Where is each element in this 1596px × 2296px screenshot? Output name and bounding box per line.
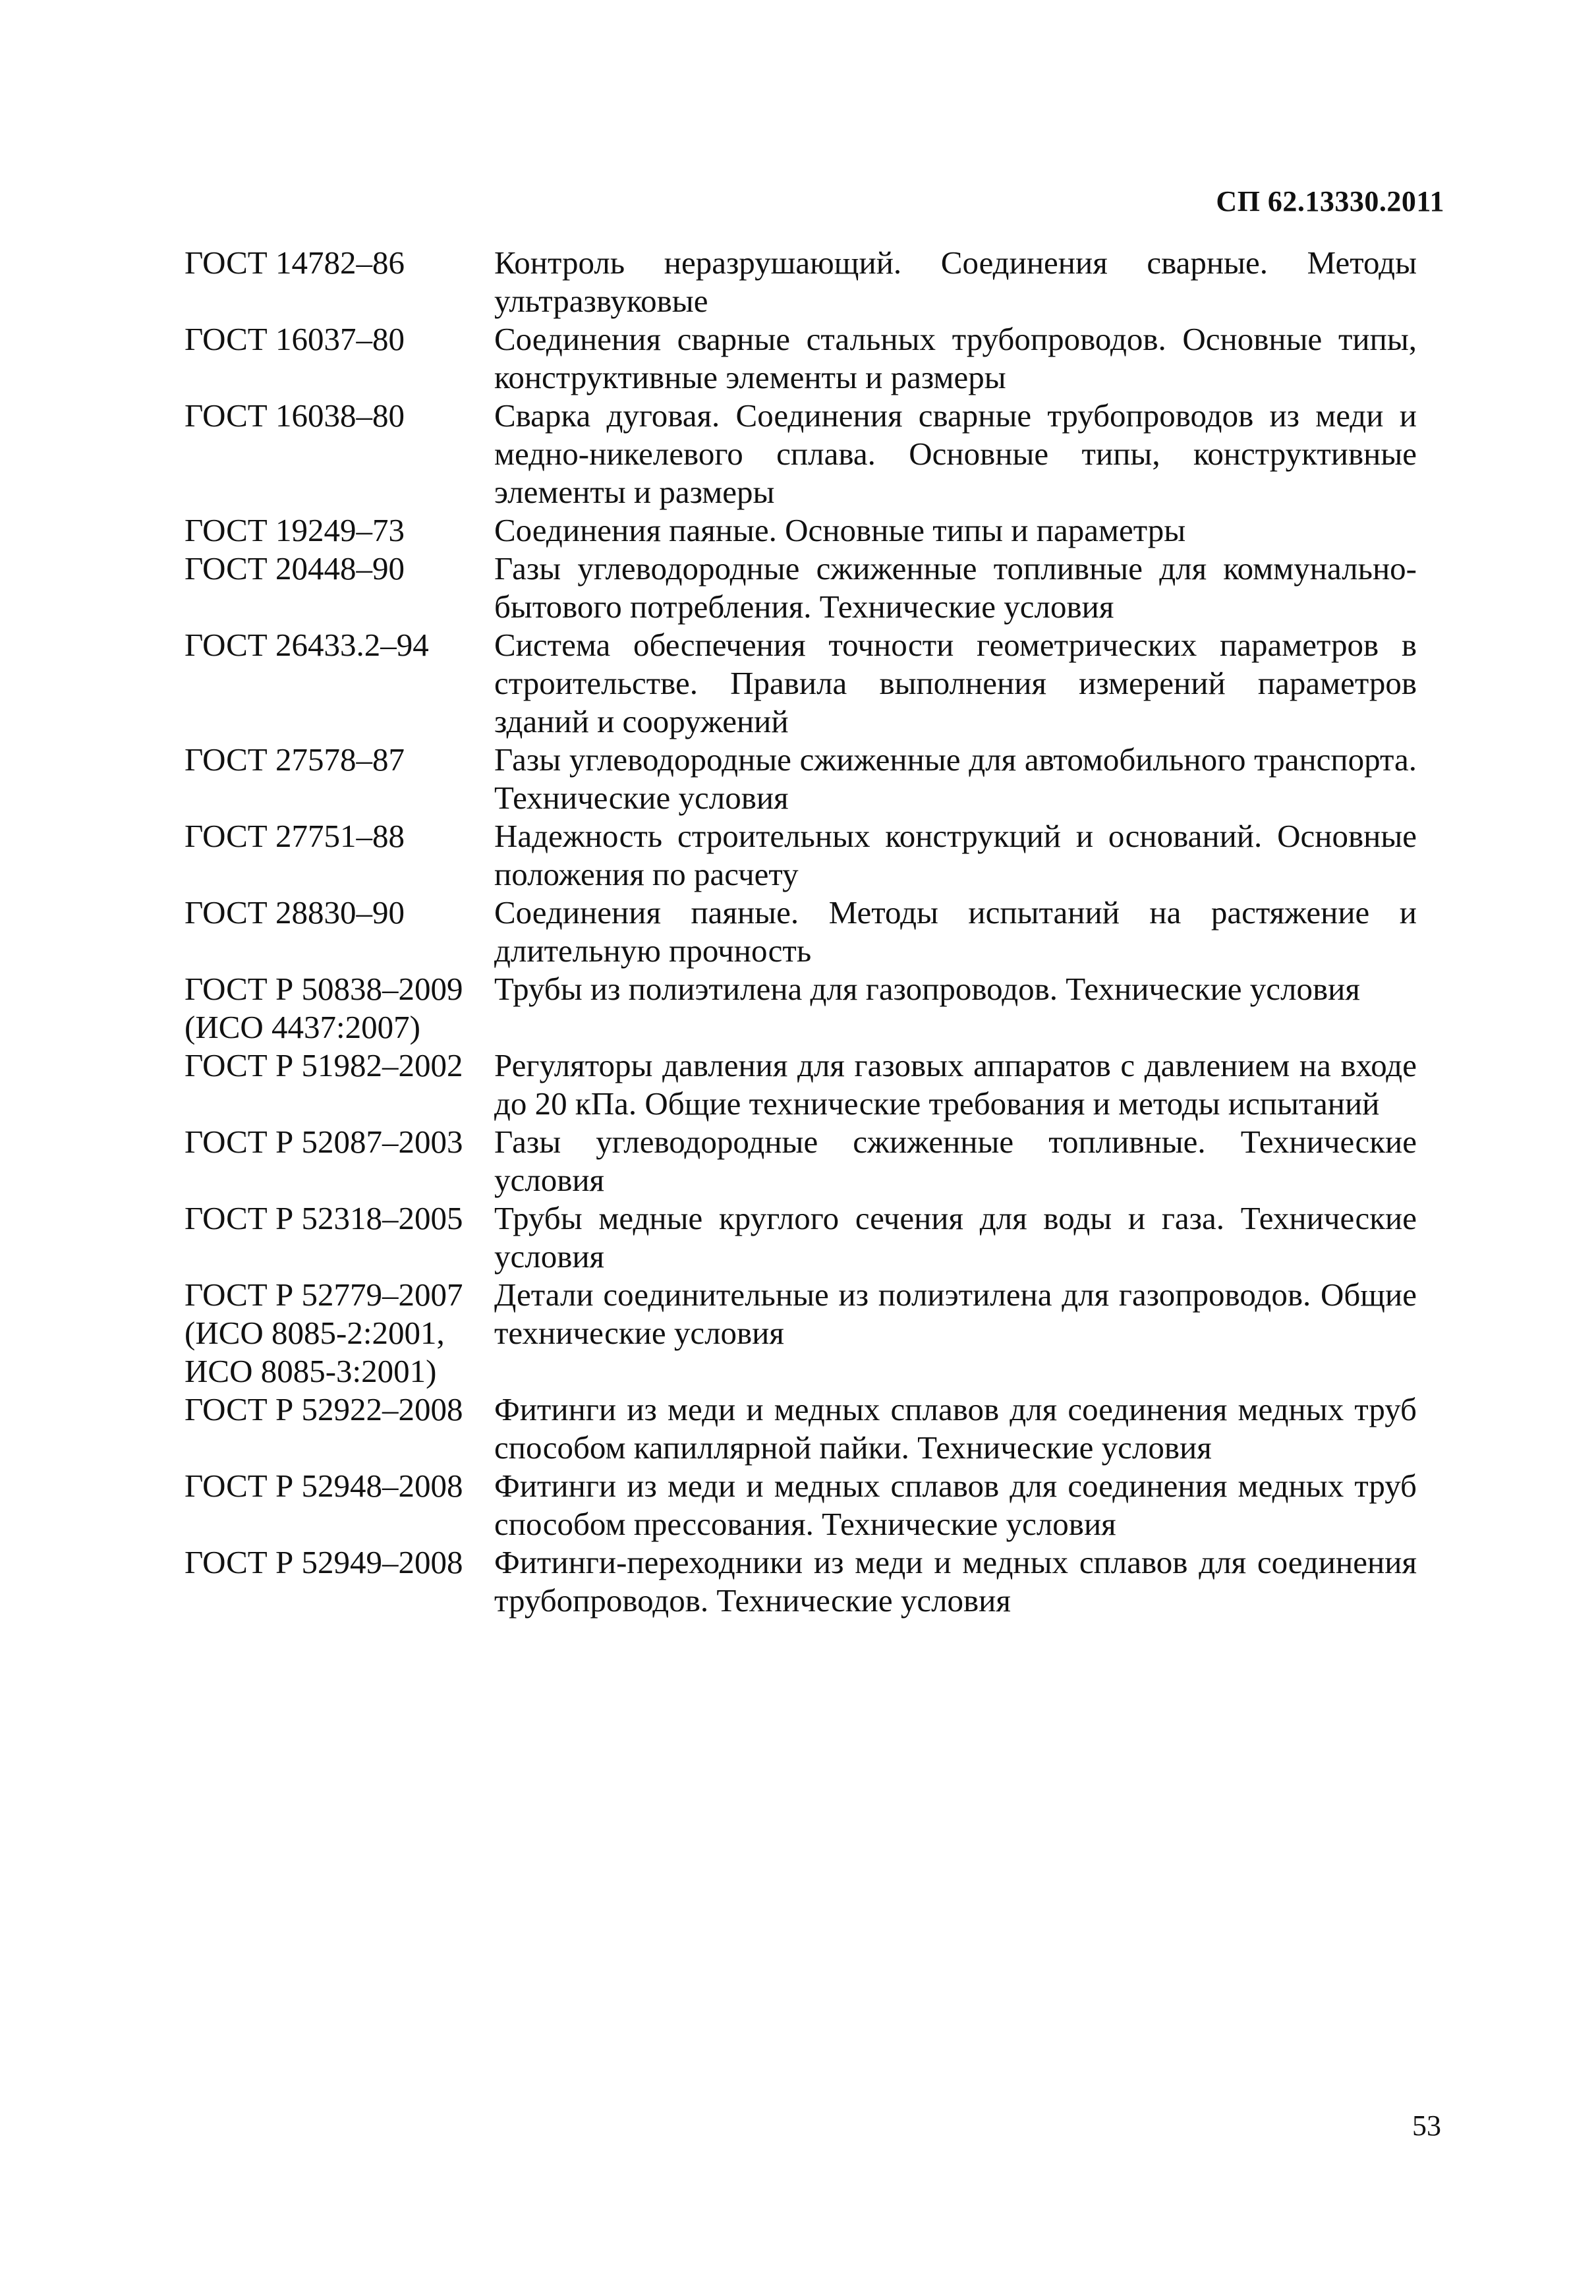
reference-title: Сварка дуговая. Соединения сварные трубопроводов из меди и медно-никелевого сплава. Основные типы, конструктивные элементы и размеры [494, 397, 1417, 510]
reference-title: Газы углеводородные сжиженные топливные. Технические условия [494, 1124, 1417, 1198]
reference-title: Трубы медные круглого сечения для воды и газа. Технические условия [494, 1200, 1417, 1275]
reference-title: Детали соединительные из полиэтилена для газопроводов. Общие технические условия [494, 1277, 1417, 1351]
reference-row [185, 397, 1417, 511]
reference-row [185, 741, 1417, 817]
reference-code: ГОСТ 26433.2–94 [185, 627, 429, 663]
reference-code: ГОСТ 27578–87 [185, 741, 405, 778]
reference-code: ГОСТ 16037–80 [185, 321, 405, 357]
reference-title: Соединения паяные. Методы испытаний на растяжение и длительную прочность [494, 894, 1417, 969]
reference-code: ГОСТ 19249–73 [185, 512, 405, 548]
reference-code: ГОСТ Р 52318–2005 [185, 1200, 463, 1236]
reference-title: Регуляторы давления для газовых аппаратов с давлением на входе до 20 кПа. Общие технические требования и методы испытаний [494, 1047, 1417, 1122]
reference-code: ГОСТ Р 52948–2008 [185, 1468, 463, 1504]
reference-row [185, 1391, 1417, 1467]
reference-title: Газы углеводородные сжиженные для автомобильного транспорта. Технические условия [494, 741, 1417, 816]
reference-code: ГОСТ Р 52922–2008 [185, 1391, 463, 1427]
reference-row [185, 550, 1417, 626]
reference-row [185, 511, 1417, 550]
reference-row [185, 1276, 1417, 1391]
reference-code: ГОСТ 16038–80 [185, 397, 405, 434]
reference-row [185, 1543, 1417, 1620]
reference-code: ГОСТ 14782–86 [185, 244, 405, 281]
normative-references-list [185, 244, 1417, 1620]
reference-code: ГОСТ Р 52087–2003 [185, 1124, 463, 1160]
document-code: СП 62.13330.2011 [1216, 185, 1444, 217]
reference-code: ГОСТ 20448–90 [185, 550, 405, 587]
reference-code: ГОСТ Р 51982–2002 [185, 1047, 463, 1083]
reference-title: Соединения сварные стальных трубопроводов. Основные типы, конструктивные элементы и размеры [494, 321, 1417, 395]
reference-row [185, 244, 1417, 320]
reference-title: Фитинги из меди и медных сплавов для соединения медных труб способом прессования. Технические условия [494, 1468, 1417, 1542]
reference-code: ГОСТ Р 52949–2008 [185, 1544, 463, 1580]
page-number: 53 [1412, 2109, 1441, 2142]
reference-title: Надежность строительных конструкций и оснований. Основные положения по расчету [494, 818, 1417, 892]
reference-title: Контроль неразрушающий. Соединения сварные. Методы ультразвуковые [494, 244, 1417, 319]
reference-title: Трубы из полиэтилена для газопроводов. Технические условия [494, 971, 1360, 1007]
reference-row [185, 1123, 1417, 1199]
reference-code: ГОСТ 27751–88 [185, 818, 405, 854]
reference-code: ГОСТ 28830–90 [185, 894, 405, 931]
reference-title: Система обеспечения точности геометрических параметров в строительстве. Правила выполнения измерений параметров зданий и сооружений [494, 627, 1417, 739]
reference-row [185, 894, 1417, 970]
reference-title: Фитинги из меди и медных сплавов для соединения медных труб способом капиллярной пайки. Технические условия [494, 1391, 1417, 1466]
reference-row [185, 1199, 1417, 1276]
reference-row [185, 1047, 1417, 1123]
reference-code: ГОСТ Р 50838–2009 (ИСО 4437:2007) [185, 971, 463, 1045]
reference-code: ГОСТ Р 52779–2007 (ИСО 8085-2:2001, ИСО 8085-3:2001) [185, 1277, 463, 1389]
reference-row [185, 320, 1417, 397]
reference-title: Фитинги-переходники из меди и медных сплавов для соединения трубопроводов. Технические условия [494, 1544, 1417, 1619]
reference-row [185, 1467, 1417, 1543]
reference-row [185, 626, 1417, 741]
reference-row [185, 970, 1417, 1047]
reference-row [185, 817, 1417, 894]
reference-title: Газы углеводородные сжиженные топливные для коммунально-бытового потребления. Технические условия [494, 550, 1417, 625]
reference-title: Соединения паяные. Основные типы и параметры [494, 512, 1186, 548]
